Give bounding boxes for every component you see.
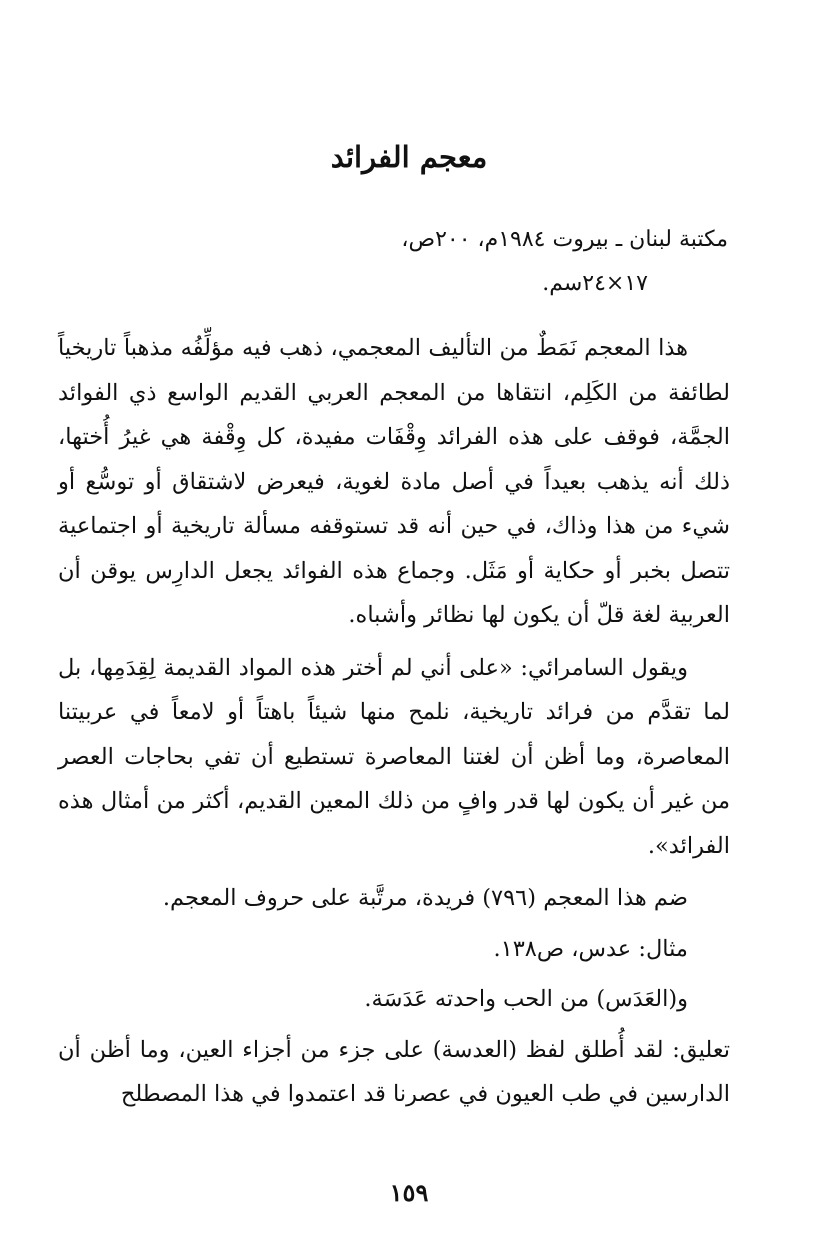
page-number: ١٥٩ — [389, 1178, 429, 1207]
bibliography-line-2: ١٧×٢٤سم. — [542, 271, 648, 296]
paragraph-comment: تعليق: لقد أُطلق لفظ (العدسة) على جزء من أجزاء العين، وما أظن أن الدارسين في طب العيون في عصرنا قد اعتمدوا في هذا المصطلح — [58, 1036, 730, 1107]
paragraph-intro: هذا المعجم نَمَطٌ من التأليف المعجمي، ذهب فيه مؤلِّفُه مذهباً تاريخياً لطائفة من الكَلِم، انتقاها من المعجم العربي القديم الواسع ذي الفوائد الجمَّة، فوقف على هذه الفرائد وِقْفَات مفيدة، كل وِقْفة هي غيرُ أُختها، ذلك أنه يذهب بعيداً في أصل مادة لغوية، فيعرض لاشتقاق أو توسُّع أو شيء من هذا وذاك، في حين أنه قد تستوقفه مسألة تاريخية أو اجتماعية تتصل بخبر أو حكاية أو مَثَل. وجماع هذه الفوائد يجعل الدارِس يوقن أن العربية لغة قلّ أن يكون لها نظائر وأشباه. — [58, 335, 730, 628]
bibliography-info — [78, 218, 728, 306]
page-title: معجم الفرائد — [330, 140, 488, 174]
bibliography-line-1: مكتبة لبنان ـ بيروت ١٩٨٤م، ٢٠٠ص، — [401, 227, 728, 252]
paragraph-definition: و(العَدَس) من الحب واحدته عَدَسَة. — [364, 986, 688, 1012]
paragraph-quote: ويقول السامرائي: «على أني لم أختر هذه المواد القديمة لِقِدَمِها، بل لما تقدَّم من فرائد تاريخية، نلمح منها شيئاً باهتاً أو لامعاً في عربيتنا المعاصرة، وما أظن أن لغتنا المعاصرة تستطيع أن تفي بحاجات العصر من غير أن يكون لها قدر وافٍ من ذلك المعين القديم، أكثر من أمثال هذه الفرائد». — [58, 654, 730, 859]
body-text — [58, 326, 730, 1125]
paragraph-count: ضم هذا المعجم (٧٩٦) فريدة، مرتَّبة على حروف المعجم. — [162, 885, 688, 911]
paragraph-example: مثال: عدس، ص١٣٨. — [493, 935, 688, 962]
